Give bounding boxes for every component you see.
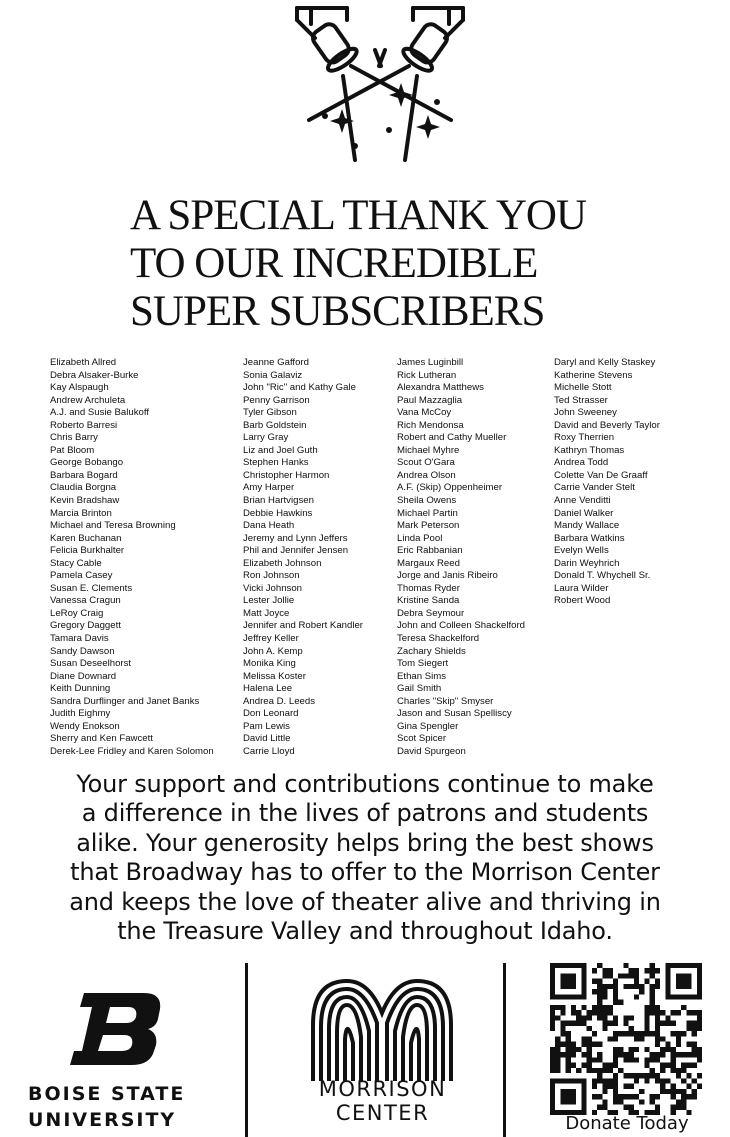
subscriber-name: Ethan Sims: [397, 670, 447, 682]
subscriber-name: Stephen Hanks: [243, 457, 309, 469]
subscriber-name: Brian Hartvigsen: [243, 495, 314, 507]
subscriber-name: Melissa Koster: [243, 670, 306, 682]
subscriber-name: A.J. and Susie Balukoff: [50, 407, 150, 419]
subscriber-name: Roxy Therrien: [554, 432, 615, 444]
subscriber-name: Stacy Cable: [50, 557, 102, 569]
subscriber-name: Scot Spicer: [397, 733, 447, 745]
subscriber-name: Colette Van De Graaff: [554, 469, 648, 481]
subscriber-name: Susan E. Clements: [50, 582, 133, 594]
subscriber-name: Mark Peterson: [397, 520, 460, 532]
subscriber-name: Scout O'Gara: [397, 457, 455, 469]
subscriber-name: Katherine Stevens: [554, 369, 633, 381]
subscriber-name: Michelle Stott: [554, 382, 612, 394]
subscriber-name: Andrea D. Leeds: [243, 695, 315, 707]
page-title: [130, 192, 690, 336]
subscriber-name: David Spurgeon: [397, 745, 466, 757]
subscriber-name: James Luginbill: [397, 357, 464, 368]
subscriber-name: Pamela Casey: [50, 570, 113, 582]
subscriber-name: Evelyn Wells: [554, 545, 609, 557]
title-line-3: SUPER SUBSCRIBERS: [130, 288, 545, 335]
subscriber-name: Sonia Galaviz: [243, 369, 303, 381]
subscriber-name: LeRoy Craig: [50, 607, 104, 619]
subscriber-name: Michael Partin: [397, 507, 458, 519]
subscriber-name: Kathryn Thomas: [554, 444, 625, 456]
subscriber-name: Jorge and Janis Ribeiro: [397, 570, 498, 582]
subscriber-name: Tyler Gibson: [243, 407, 297, 419]
subscriber-name: Laura Wilder: [554, 582, 609, 594]
spotlights-icon: [285, 0, 465, 180]
subscriber-name: Liz and Joel Guth: [243, 444, 318, 456]
subscriber-name: Robert Wood: [554, 595, 611, 607]
subscriber-name: Kevin Bradshaw: [50, 495, 120, 507]
subscriber-name: Jason and Susan Spelliscy: [397, 708, 512, 720]
subscriber-name: Teresa Shackelford: [397, 633, 480, 645]
subscriber-name: Anne Venditti: [554, 495, 611, 507]
subscriber-name: Andrea Todd: [554, 457, 609, 469]
subscriber-name: Carrie Lloyd: [243, 745, 295, 757]
subscriber-name: Elizabeth Allred: [50, 357, 117, 368]
qr-code[interactable]: [550, 963, 702, 1115]
subscriber-name: Susan Deseelhorst: [50, 658, 132, 670]
subscriber-name: Ron Johnson: [243, 570, 300, 582]
subscriber-column-2: [243, 357, 363, 759]
subscriber-name: Vanessa Cragun: [50, 595, 121, 607]
subscriber-name: Don Leonard: [243, 708, 299, 720]
subscriber-name: Jeanne Gafford: [243, 357, 309, 368]
subscriber-name: Felicia Burkhalter: [50, 545, 125, 557]
subscriber-name: Chris Barry: [50, 432, 98, 444]
boise-state-b-logo: [70, 993, 162, 1065]
sponsor-footer: [0, 955, 730, 1137]
subscriber-name: A.F. (Skip) Oppenheimer: [397, 482, 503, 494]
message-line: a difference in the lives of patrons and students: [81, 799, 649, 828]
subscriber-name: Barbara Bogard: [50, 469, 118, 481]
message-line: the Treasure Valley and throughout Idaho.: [117, 917, 613, 946]
subscriber-name: Pam Lewis: [243, 720, 290, 732]
subscriber-name: Rick Lutheran: [397, 369, 457, 381]
subscriber-name: Sandy Dawson: [50, 645, 115, 657]
subscriber-name: Michael Myhre: [397, 444, 460, 456]
subscriber-name: Karen Buchanan: [50, 532, 122, 544]
subscriber-name: Lester Jollie: [243, 595, 295, 607]
message-line: alike. Your generosity helps bring the best shows: [76, 828, 654, 857]
subscriber-name: Zachary Shields: [397, 645, 466, 657]
divider: [503, 963, 506, 1137]
subscriber-name: Roberto Barresi: [50, 419, 118, 431]
subscriber-name: Margaux Reed: [397, 557, 460, 569]
subscriber-name: Andrea Olson: [397, 469, 456, 481]
subscriber-list: [0, 357, 730, 762]
bsu-name-line-2: UNIVERSITY: [28, 1109, 177, 1131]
subscriber-name: Kay Alspaugh: [50, 382, 109, 394]
morrison-name-line-1: MORRISON: [318, 1077, 447, 1101]
subscriber-name: Alexandra Matthews: [397, 382, 484, 394]
subscriber-name: Paul Mazzaglia: [397, 394, 463, 406]
message-line: and keeps the love of theater alive and thriving in: [69, 887, 661, 916]
subscriber-name: Marcia Brinton: [50, 507, 112, 519]
subscriber-name: Derek-Lee Fridley and Karen Solomon: [50, 745, 214, 757]
subscriber-name: Jennifer and Robert Kandler: [243, 620, 363, 632]
subscriber-name: Debbie Hawkins: [243, 507, 313, 519]
subscriber-name: Daniel Walker: [554, 507, 614, 519]
subscriber-name: Tamara Davis: [50, 633, 109, 645]
subscriber-name: Thomas Ryder: [397, 582, 460, 594]
subscriber-name: John A. Kemp: [243, 645, 303, 657]
subscriber-name: Christopher Harmon: [243, 469, 330, 481]
subscriber-name: David Little: [243, 733, 291, 745]
subscriber-name: Debra Seymour: [397, 607, 465, 619]
subscriber-name: Mandy Wallace: [554, 520, 620, 532]
subscriber-name: Robert and Cathy Mueller: [397, 432, 507, 444]
subscriber-name: Matt Joyce: [243, 607, 290, 619]
morrison-name-line-2: CENTER: [335, 1101, 430, 1125]
subscriber-name: John Sweeney: [554, 407, 617, 419]
subscriber-name: Kristine Sanda: [397, 595, 460, 607]
subscriber-name: Gail Smith: [397, 683, 442, 695]
subscriber-name: Keith Dunning: [50, 683, 111, 695]
subscriber-name: George Bobango: [50, 457, 124, 469]
subscriber-column-3: [397, 357, 525, 759]
subscriber-name: Barbara Watkins: [554, 532, 625, 544]
title-line-2: TO OUR INCREDIBLE: [130, 240, 538, 287]
subscriber-name: Jeremy and Lynn Jeffers: [243, 532, 348, 544]
subscriber-name: Larry Gray: [243, 432, 289, 444]
subscriber-name: Debra Alsaker-Burke: [50, 369, 139, 381]
subscriber-name: Vicki Johnson: [243, 582, 303, 594]
subscriber-name: Ted Strasser: [554, 394, 608, 406]
subscriber-column-4: [554, 357, 660, 608]
subscriber-name: Daryl and Kelly Staskey: [554, 357, 656, 368]
subscriber-name: Rich Mendonsa: [397, 419, 464, 431]
subscriber-name: Elizabeth Johnson: [243, 557, 322, 569]
subscriber-name: Sandra Durflinger and Janet Banks: [50, 695, 200, 707]
subscriber-name: Charles "Skip" Smyser: [397, 695, 494, 707]
subscriber-name: Darin Weyhrich: [554, 557, 620, 569]
subscriber-name: Dana Heath: [243, 520, 295, 532]
bsu-name-line-1: BOISE STATE: [28, 1083, 186, 1105]
subscriber-name: Halena Lee: [243, 683, 293, 695]
subscriber-name: Linda Pool: [397, 532, 443, 544]
subscriber-name: Michael and Teresa Browning: [50, 520, 176, 532]
message-line: that Broadway has to offer to the Morrison Center: [70, 858, 660, 887]
subscriber-name: Pat Bloom: [50, 444, 95, 456]
divider: [245, 963, 248, 1137]
subscriber-name: Gina Spengler: [397, 720, 459, 732]
subscriber-name: Jeffrey Keller: [243, 633, 299, 645]
subscriber-name: Diane Downard: [50, 670, 117, 682]
subscriber-name: Andrew Archuleta: [50, 394, 126, 406]
subscriber-name: Wendy Enokson: [50, 720, 120, 732]
subscriber-name: Phil and Jennifer Jensen: [243, 545, 349, 557]
subscriber-name: Sherry and Ken Fawcett: [50, 733, 153, 745]
subscriber-name: Gregory Daggett: [50, 620, 121, 632]
subscriber-name: John "Ric" and Kathy Gale: [243, 382, 356, 394]
title-line-1: A SPECIAL THANK YOU: [130, 192, 587, 239]
subscriber-name: Amy Harper: [243, 482, 295, 494]
morrison-center-logo: [307, 973, 457, 1083]
subscriber-name: Vana McCoy: [397, 407, 452, 419]
thank-you-message: [16, 770, 714, 946]
subscriber-name: Judith Eighmy: [50, 708, 111, 720]
subscriber-name: Donald T. Whychell Sr.: [554, 570, 651, 582]
subscriber-name: Barb Goldstein: [243, 419, 307, 431]
message-line: Your support and contributions continue to make: [76, 770, 654, 798]
subscriber-name: Carrie Vander Stelt: [554, 482, 635, 494]
subscriber-name: Eric Rabbanian: [397, 545, 463, 557]
subscriber-name: John and Colleen Shackelford: [397, 620, 526, 632]
subscriber-name: Claudia Borgna: [50, 482, 117, 494]
subscriber-name: Monika King: [243, 658, 296, 670]
donate-today-label[interactable]: Donate Today: [565, 1113, 689, 1134]
subscriber-name: Tom Siegert: [397, 658, 449, 670]
subscriber-name: David and Beverly Taylor: [554, 419, 660, 431]
subscriber-column-1: [50, 357, 214, 759]
subscriber-name: Penny Garrison: [243, 394, 310, 406]
subscriber-name: Sheila Owens: [397, 495, 457, 507]
